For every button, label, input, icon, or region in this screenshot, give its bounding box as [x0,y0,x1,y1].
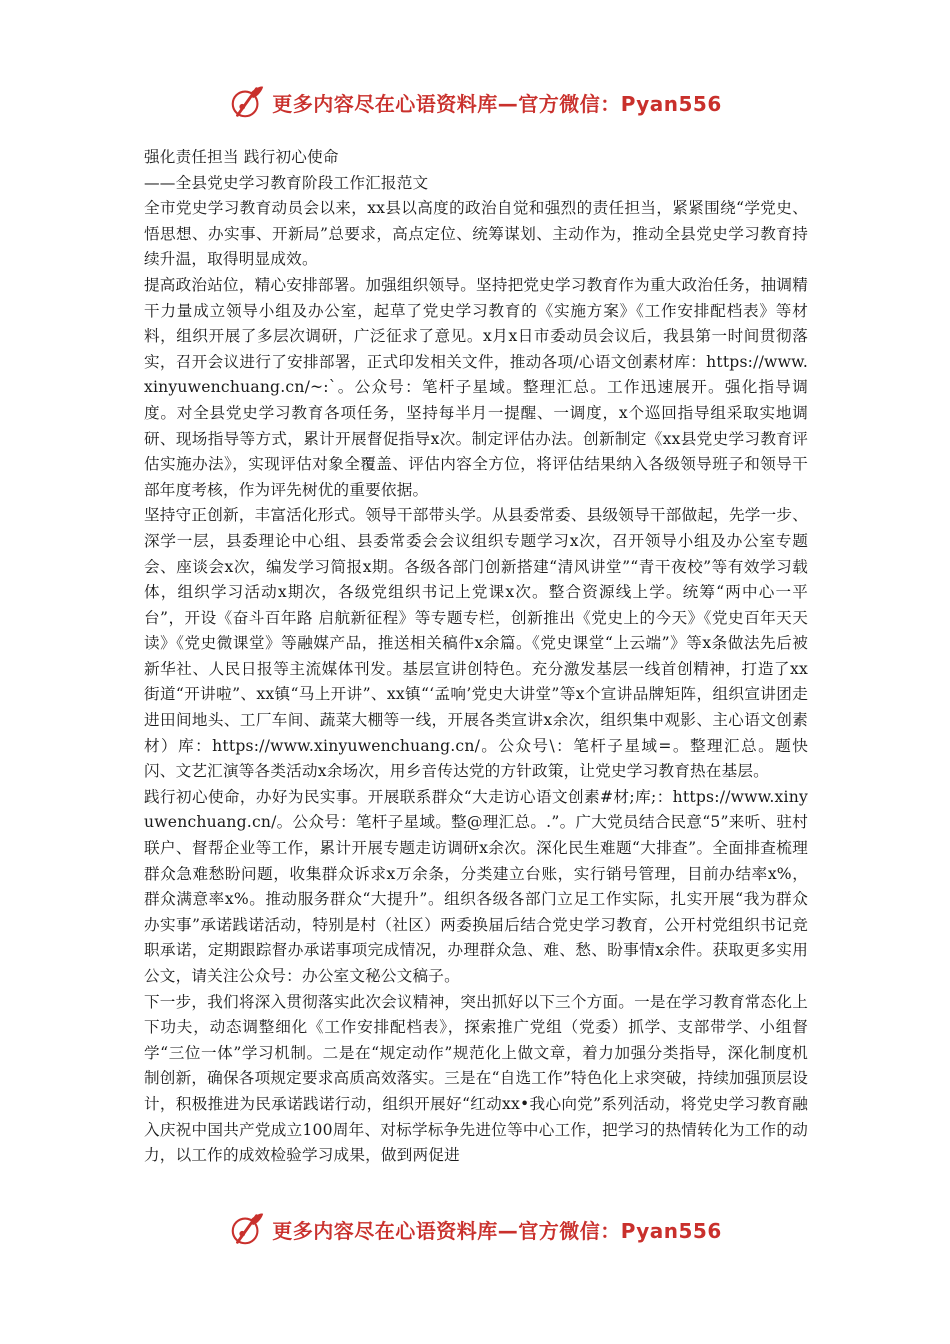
quill-seal-logo-icon [228,83,266,121]
banner-text: 更多内容尽在心语资料库—官方微信：Pyan556 [272,91,722,116]
paragraph-deployment: 提高政治站位，精心安排部署。加强组织领导。坚持把党史学习教育作为重大政治任务，抽调精干力量成立领导小组及办公室，起草了党史学习教育的《实施方案》《工作安排配档表》等材料，组织开展了多层次调研，广泛征求了意见。x月x日市委动员会议后，我县第一时间贯彻落实，召开会议进行了安排部署，正式印发相关文件，推动各项/心语文创素材库：https://www.xinyuwenchuang.cn/~:`。公众号：笔杆子星域。整理汇总。工作迅速展开。强化指导调度。对全县党史学习教育各项任务，坚持每半月一提醒、一调度，x个巡回指导组采取实地调研、现场指导等方式，累计开展督促指导x次。制定评估办法。创新制定《xx县党史学习教育评估实施办法》，实现评估对象全覆盖、评估内容全方位，将评估结果纳入各级领导班子和领导干部年度考核，作为评先树优的重要依据。 [144,275,808,499]
header-banner [0,80,950,124]
footer-banner [0,1207,950,1251]
banner-text: 更多内容尽在心语资料库—官方微信：Pyan556 [272,1218,722,1243]
paragraph-intro: 全市党史学习教育动员会以来，xx县以高度的政治自觉和强烈的责任担当，紧紧围绕“学党史、悟思想、办实事、开新局”总要求，高点定位、统筹谋划、主动作为，推动全县党史学习教育持续升温，取得明显成效。 [144,199,808,269]
paragraph-innovation: 坚持守正创新，丰富活化形式。领导干部带头学。从县委常委、县级领导干部做起，先学一步、深学一层，县委理论中心组、县委常委会会议组织专题学习x次，召开领导小组及办公室专题会、座谈会x次，编发学习简报x期。各级各部门创新搭建“清风讲堂”“青干夜校”等有效学习载体，组织学习活动x期次，各级党组织书记上党课x次。整合资源线上学。统筹“两中心一平台”，开设《奋斗百年路 启航新征程》等专题专栏，创新推出《党史上的今天》《党史百年天天读》《党史微课堂》等融媒产品，推送相关稿件x余篇。《党史课堂“上云端”》等x条做法先后被新华社、人民日报等主流媒体刊发。基层宣讲创特色。充分激发基层一线首创精神，打造了xx街道“开讲啦”、xx镇“马上开讲”、xx镇“‘孟响’党史大讲堂”等x个宣讲品牌矩阵，组织宣讲团走进田间地头、工厂车间、蔬菜大棚等一线，开展各类宣讲x余次，组织集中观影、主心语文创素材）库：https://www.xinyuwenchuang.cn/。公众号\：笔杆子星域=。整理汇总。题快闪、文艺汇演等各类活动x余场次，用乡音传达党的方针政策，让党史学习教育热在基层。 [144,506,808,781]
document-title: 强化责任担当 践行初心使命 [144,148,339,166]
document-body [144,145,808,1169]
paragraph-next-steps: 下一步，我们将深入贯彻落实此次会议精神，突出抓好以下三个方面。一是在学习教育常态化上下功夫，动态调整细化《工作安排配档表》，探索推广党组（党委）抓学、支部带学、小组督学“三位一体”学习机制。二是在“规定动作”规范化上做文章，着力加强分类指导，深化制度机制创新，确保各项规定要求高质高效落实。三是在“自选工作”特色化上求突破，持续加强顶层设计，积极推进为民承诺践诺行动，组织开展好“红动xx•我心向党”系列活动，将党史学习教育融入庆祝中国共产党成立100周年、对标学标争先进位等中心工作，把学习的热情转化为工作的动力，以工作的成效检验学习成果，做到两促进 [144,992,808,1165]
document-subtitle: ——全县党史学习教育阶段工作汇报范文 [144,173,429,192]
paragraph-practice: 践行初心使命，办好为民实事。开展联系群众“大走访心语文创素#材;库;：https://www.xinyuwenchuang.cn/。公众号：笔杆子星域。整@理汇总。.”。广大党员结合民意“5”来听、驻村联户、督帮企业等工作，累计开展专题走访调研x余次。深化民生难题“大排查”。全面排查梳理群众急难愁盼问题，收集群众诉求x万余条，分类建立台账，实行销号管理，目前办结率x%，群众满意率x%。推动服务群众“大提升”。组织各级各部门立足工作实际，扎实开展“我为群众办实事”承诺践诺活动，特别是村（社区）两委换届后结合党史学习教育，公开村党组织书记竞职承诺，定期跟踪督办承诺事项完成情况，办理群众急、难、愁、盼事情x余件。获取更多实用公文，请关注公众号：办公室文秘公文稿子。 [144,787,808,985]
quill-seal-logo-icon [228,1210,266,1248]
